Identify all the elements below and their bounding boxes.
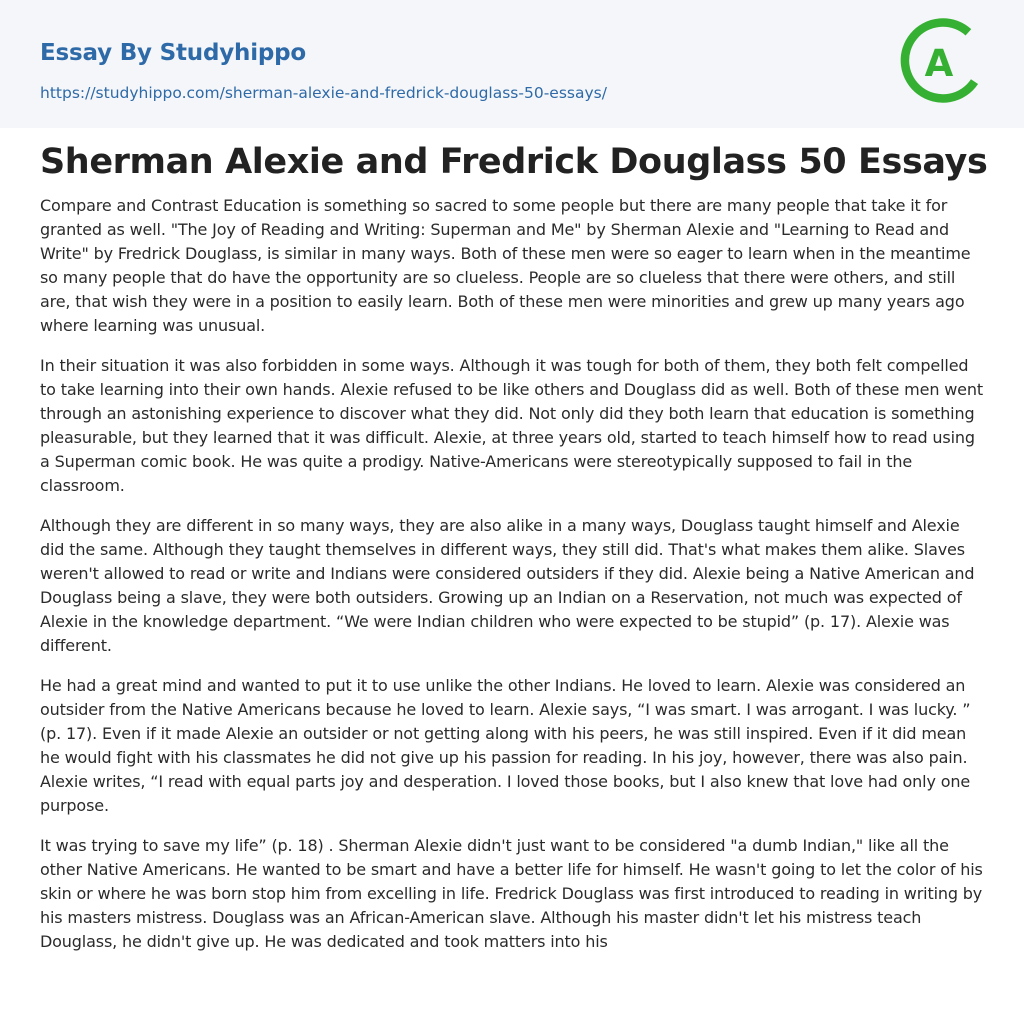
essay-paragraph: Compare and Contrast Education is something so sacred to some people but there are many people that take it for granted as well. "The Joy of Reading and Writing: Superman and Me" by Sherman Alexie and "Learning to Read and Write" by Fredrick Douglass, is similar in many ways. Both of these men were so eager to learn when in the meantime so many people that do have the opportunity are so clueless. People are so clueless that there were others, and still are, that wish they were in a position to easily learn. Both of these men were minorities and grew up many years ago where learning was unusual.: [40, 196, 971, 335]
essay-paragraph: It was trying to save my life” (p. 18) . Sherman Alexie didn't just want to be considered "a dumb Indian," like all the other Native Americans. He wanted to be smart and have a better life for himself. He wasn't going to let the color of his skin or where he was born stop him from excelling in life. Fredrick Douglass was first introduced to reading in writing by his masters mistress. Douglass was an African-American slave. Although his master didn't let his mistress teach Douglass, he didn't give up. He was dedicated and took matters into his: [40, 836, 983, 951]
studyhippo-logo-icon[interactable]: [896, 18, 986, 108]
essay-paragraph: Although they are different in so many ways, they are also alike in a many ways, Douglass taught himself and Alexie did the same. Although they taught themselves in different ways, they still did. That's what makes them alike. Slaves weren't allowed to read or write and Indians were considered outsiders if they did. Alexie being a Native American and Douglass being a slave, they were both outsiders. Growing up an Indian on a Reservation, not much was expected of Alexie in the knowledge department. “We were Indian children who were expected to be stupid” (p. 17). Alexie was different.: [40, 516, 975, 655]
essay-paragraph: He had a great mind and wanted to put it to use unlike the other Indians. He loved to learn. Alexie was considered an outsider from the Native Americans because he loved to learn. Alexie says, “I was smart. I was arrogant. I was lucky. ” (p. 17). Even if it made Alexie an outsider or not getting along with his peers, he was still inspired. Even if it did mean he would fight with his classmates he did not give up his passion for reading. In his joy, however, there was also pain. Alexie writes, “I read with equal parts joy and desperation. I loved those books, but I also knew that love had only one purpose.: [40, 676, 971, 815]
site-title[interactable]: Essay By Studyhippo: [40, 40, 307, 66]
source-url-link[interactable]: https://studyhippo.com/sherman-alexie-and-fredrick-douglass-50-essays/: [40, 84, 607, 102]
essay-paragraph: In their situation it was also forbidden in some ways. Although it was tough for both of them, they both felt compelled to take learning into their own hands. Alexie refused to be like others and Douglass did as well. Both of these men went through an astonishing experience to discover what they did. Not only did they both learn that education is something pleasurable, but they learned that it was difficult. Alexie, at three years old, started to teach himself how to read using a Superman comic book. He was quite a prodigy. Native-Americans were stereotypically supposed to fail in the classroom.: [40, 356, 983, 495]
essay-title: Sherman Alexie and Fredrick Douglass 50 Essays: [40, 142, 988, 182]
essay-body: [40, 194, 984, 970]
site-header: [0, 0, 1024, 128]
logo-letter: A: [924, 42, 954, 85]
